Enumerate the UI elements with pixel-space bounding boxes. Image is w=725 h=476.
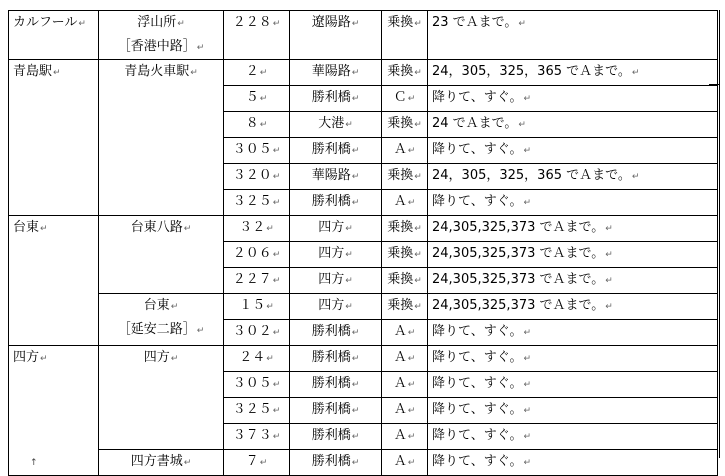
route-cell[interactable] [224,11,290,60]
paragraph-mark-icon: ↵ [407,406,416,416]
action-text: 乗換 [387,246,414,261]
route-text: ３０５ [232,142,272,157]
action-cell[interactable] [382,60,428,86]
paragraph-mark-icon: ↵ [351,458,360,468]
area-cell[interactable] [9,216,99,346]
paragraph-mark-icon: ↵ [407,354,416,364]
destination-text: 勝利橋 [311,376,351,391]
stop-line [103,294,219,318]
paragraph-mark-icon: ↵ [177,19,185,29]
paragraph-mark-icon: ↵ [183,224,192,234]
destination-cell[interactable] [290,320,382,346]
note-text: 23 でＡまで。 [432,15,518,30]
table-row [9,294,718,320]
note-cell[interactable] [428,424,718,450]
note-text: 24,305,325,373 でＡまで。 [432,298,605,313]
paragraph-mark-icon: ↵ [272,328,281,338]
stop-label: 浮山所 [137,15,177,30]
paragraph-mark-icon: ↵ [414,224,422,234]
note-text: 降りて、すぐ。 [432,194,523,209]
paragraph-mark-icon: ↵ [40,224,48,234]
paragraph-mark-icon: ↵ [407,328,416,338]
route-text: ２２７ [232,272,272,287]
note-cell[interactable] [428,398,718,424]
action-cell[interactable] [382,164,428,190]
note-text: 24,305,325,373 でＡまで。 [432,246,605,261]
paragraph-mark-icon: ↵ [523,94,532,104]
route-cell[interactable] [224,268,290,294]
text-cursor-mark: ↑ [30,458,38,468]
paragraph-mark-icon: ↵ [190,68,198,78]
action-cell[interactable] [382,450,428,476]
action-cell[interactable] [382,398,428,424]
destination-cell[interactable] [290,346,382,372]
destination-text: 華陽路 [311,168,351,183]
action-text: Ａ [393,350,407,365]
stop-label: 台東八路 [130,220,183,235]
paragraph-mark-icon: ↵ [259,120,268,130]
paragraph-mark-icon: ↵ [183,458,192,468]
route-text: ３２ [239,220,266,235]
destination-text: 勝利橋 [311,454,351,469]
stop-line [103,216,219,240]
note-cell[interactable] [428,11,718,60]
route-cell[interactable] [224,112,290,138]
destination-text: 四方 [318,298,345,313]
destination-text: 四方 [318,272,345,287]
destination-cell[interactable] [290,11,382,60]
paragraph-mark-icon: ↵ [407,380,416,390]
action-cell[interactable] [382,242,428,268]
destination-cell[interactable] [290,86,382,112]
note-text: 降りて、すぐ。 [432,90,523,105]
action-text: Ｃ [393,90,407,105]
paragraph-mark-icon: ↵ [351,198,360,208]
paragraph-mark-icon: ↵ [259,458,268,468]
stop-label: ［香港中路］ [117,39,196,54]
note-cell[interactable] [428,138,718,164]
paragraph-mark-icon: ↵ [53,68,61,78]
note-cell[interactable] [428,242,718,268]
paragraph-mark-icon: ↵ [345,120,353,130]
note-text: 降りて、すぐ。 [432,324,523,339]
destination-cell[interactable] [290,60,382,86]
stop-cell[interactable] [99,216,224,294]
right-border-tick [709,84,719,85]
paragraph-mark-icon: ↵ [345,276,353,286]
route-text: ３７３ [232,428,272,443]
paragraph-mark-icon: ↵ [407,458,416,468]
paragraph-mark-icon: ↵ [272,276,281,286]
paragraph-mark-icon: ↵ [351,432,360,442]
destination-text: 勝利橋 [311,324,351,339]
area-label: 青島駅 [13,64,53,79]
destination-cell[interactable] [290,138,382,164]
route-text: ３０５ [232,376,272,391]
destination-cell[interactable] [290,398,382,424]
paragraph-mark-icon: ↵ [259,94,268,104]
note-cell[interactable] [428,320,718,346]
area-label: 四方 [13,350,40,365]
stop-line [103,11,219,35]
paragraph-mark-icon: ↵ [631,68,640,78]
note-cell[interactable] [428,346,718,372]
paragraph-mark-icon: ↵ [605,302,613,312]
area-label: カルフール [13,15,78,30]
paragraph-mark-icon: ↵ [345,224,353,234]
stop-cell[interactable] [99,11,224,60]
action-text: 乗換 [387,116,414,131]
destination-text: 四方 [318,246,345,261]
paragraph-mark-icon: ↵ [170,302,179,312]
route-cell[interactable] [224,320,290,346]
destination-text: 大港 [318,116,345,131]
route-text: ３２０ [232,168,272,183]
paragraph-mark-icon: ↵ [518,120,526,130]
paragraph-mark-icon: ↵ [407,146,416,156]
note-cell[interactable] [428,294,718,320]
paragraph-mark-icon: ↵ [414,19,422,29]
paragraph-mark-icon: ↵ [414,302,422,312]
paragraph-mark-icon: ↵ [272,19,281,29]
destination-text: 勝利橋 [311,90,351,105]
action-text: 乗換 [387,272,414,287]
paragraph-mark-icon: ↵ [605,250,613,260]
action-text: 乗換 [387,220,414,235]
stop-label: ［延安二路］ [117,322,196,337]
paragraph-mark-icon: ↵ [523,432,532,442]
route-cell[interactable] [224,424,290,450]
route-cell[interactable] [224,294,290,320]
note-cell[interactable] [428,450,718,476]
paragraph-mark-icon: ↵ [523,354,532,364]
right-border-line [719,10,720,458]
note-text: 24,305,325,373 でＡまで。 [432,272,605,287]
destination-cell[interactable] [290,450,382,476]
action-text: Ａ [393,376,407,391]
route-cell[interactable] [224,60,290,86]
action-cell[interactable] [382,190,428,216]
route-cell[interactable] [224,190,290,216]
paragraph-mark-icon: ↵ [345,250,353,260]
table-row [9,11,718,60]
paragraph-mark-icon: ↵ [259,68,268,78]
paragraph-mark-icon: ↵ [351,354,360,364]
stop-cell[interactable] [99,60,224,216]
paragraph-mark-icon: ↵ [523,380,532,390]
action-text: Ａ [393,454,407,469]
paragraph-mark-icon: ↵ [351,172,360,182]
table-body [9,11,718,476]
stop-label: 台東 [143,298,170,313]
route-text: ５ [245,90,259,105]
paragraph-mark-icon: ↵ [523,406,532,416]
action-text: 乗換 [387,15,414,30]
paragraph-mark-icon: ↵ [523,458,532,468]
route-text: ２２８ [232,15,272,30]
destination-cell[interactable] [290,294,382,320]
destination-text: 勝利橋 [311,402,351,417]
paragraph-mark-icon: ↵ [272,250,281,260]
note-cell[interactable] [428,86,718,112]
destination-text: 勝利橋 [311,142,351,157]
paragraph-mark-icon: ↵ [414,172,422,182]
stop-line [103,450,219,474]
route-cell[interactable] [224,242,290,268]
area-cell[interactable] [9,60,99,216]
note-cell[interactable] [428,190,718,216]
note-cell[interactable] [428,60,718,86]
paragraph-mark-icon: ↵ [523,198,532,208]
paragraph-mark-icon: ↵ [605,224,613,234]
paragraph-mark-icon: ↵ [266,224,274,234]
note-text: 降りて、すぐ。 [432,428,523,443]
stop-label: 四方 [143,350,170,365]
route-cell[interactable] [224,164,290,190]
stop-cell[interactable] [99,294,224,346]
route-text: １５ [239,298,266,313]
paragraph-mark-icon: ↵ [351,68,360,78]
action-cell[interactable] [382,294,428,320]
stop-label: 四方書城 [130,454,183,469]
note-cell[interactable] [428,112,718,138]
paragraph-mark-icon: ↵ [272,172,281,182]
paragraph-mark-icon: ↵ [351,406,360,416]
stop-cell[interactable] [99,450,224,476]
paragraph-mark-icon: ↵ [345,302,353,312]
table-row [9,216,718,242]
route-cell[interactable] [224,86,290,112]
route-text: ３２５ [232,402,272,417]
route-cell[interactable] [224,398,290,424]
route-text: ８ [245,116,259,131]
action-cell[interactable] [382,112,428,138]
stop-label: 青島火車駅 [124,64,190,79]
paragraph-mark-icon: ↵ [351,328,360,338]
action-text: Ａ [393,324,407,339]
stop-line [103,318,219,342]
area-cell[interactable] [9,11,99,60]
route-text: ２４ [239,350,266,365]
route-text: ２０６ [232,246,272,261]
destination-cell[interactable] [290,164,382,190]
note-text: 24 でＡまで。 [432,116,518,131]
action-text: Ａ [393,428,407,443]
paragraph-mark-icon: ↵ [272,432,281,442]
note-text: 降りて、すぐ。 [432,454,523,469]
action-text: 乗換 [387,64,414,79]
paragraph-mark-icon: ↵ [523,146,532,156]
bus-route-table [8,10,718,476]
paragraph-mark-icon: ↵ [40,354,48,364]
paragraph-mark-icon: ↵ [414,68,422,78]
paragraph-mark-icon: ↵ [351,380,360,390]
note-cell[interactable] [428,268,718,294]
note-text: 24,305,325,373 でＡまで。 [432,220,605,235]
paragraph-mark-icon: ↵ [407,432,416,442]
paragraph-mark-icon: ↵ [414,276,422,286]
note-text: 降りて、すぐ。 [432,376,523,391]
stop-cell[interactable] [99,346,224,450]
paragraph-mark-icon: ↵ [78,19,86,29]
destination-cell[interactable] [290,216,382,242]
paragraph-mark-icon: ↵ [196,326,205,336]
action-cell[interactable] [382,320,428,346]
action-text: 乗換 [387,168,414,183]
paragraph-mark-icon: ↵ [407,94,416,104]
paragraph-mark-icon: ↵ [351,94,360,104]
note-text: 降りて、すぐ。 [432,350,523,365]
paragraph-mark-icon: ↵ [414,250,422,260]
route-text: ７ [245,454,259,469]
paragraph-mark-icon: ↵ [170,354,179,364]
area-cell[interactable] [9,346,99,476]
paragraph-mark-icon: ↵ [266,354,274,364]
note-text: 降りて、すぐ。 [432,402,523,417]
note-text: 降りて、すぐ。 [432,142,523,157]
action-cell[interactable] [382,346,428,372]
action-text: 乗換 [387,298,414,313]
paragraph-mark-icon: ↵ [351,19,360,29]
route-cell[interactable] [224,372,290,398]
paragraph-mark-icon: ↵ [272,380,281,390]
action-cell[interactable] [382,372,428,398]
paragraph-mark-icon: ↵ [196,43,205,53]
destination-text: 勝利橋 [311,194,351,209]
destination-text: 遼陽路 [311,15,351,30]
action-cell[interactable] [382,138,428,164]
destination-cell[interactable] [290,242,382,268]
action-cell[interactable] [382,216,428,242]
paragraph-mark-icon: ↵ [518,19,526,29]
route-cell[interactable] [224,346,290,372]
destination-cell[interactable] [290,424,382,450]
route-cell[interactable] [224,216,290,242]
paragraph-mark-icon: ↵ [266,302,274,312]
paragraph-mark-icon: ↵ [414,120,422,130]
route-cell[interactable] [224,138,290,164]
paragraph-mark-icon: ↵ [272,146,281,156]
destination-text: 四方 [318,220,345,235]
route-text: ２ [245,64,259,79]
route-text: ３２５ [232,194,272,209]
destination-cell[interactable] [290,372,382,398]
route-cell[interactable] [224,450,290,476]
destination-text: 華陽路 [311,64,351,79]
destination-text: 勝利橋 [311,428,351,443]
area-label: 台東 [13,220,40,235]
paragraph-mark-icon: ↵ [272,198,281,208]
note-text: 24，305，325，365 でＡまで。 [432,64,631,79]
table-row [9,346,718,372]
route-text: ３０２ [232,324,272,339]
paragraph-mark-icon: ↵ [407,198,416,208]
action-cell[interactable] [382,86,428,112]
note-cell[interactable] [428,372,718,398]
destination-cell[interactable] [290,112,382,138]
stop-line [103,35,219,59]
action-text: Ａ [393,402,407,417]
action-cell[interactable] [382,11,428,60]
note-text: 24，305，325，365 でＡまで。 [432,168,631,183]
destination-cell[interactable] [290,190,382,216]
paragraph-mark-icon: ↵ [523,328,532,338]
paragraph-mark-icon: ↵ [631,172,640,182]
action-text: Ａ [393,194,407,209]
action-cell[interactable] [382,424,428,450]
destination-text: 勝利橋 [311,350,351,365]
note-cell[interactable] [428,164,718,190]
paragraph-mark-icon: ↵ [351,146,360,156]
table-row [9,60,718,86]
stop-line [103,60,219,84]
action-text: Ａ [393,142,407,157]
paragraph-mark-icon: ↵ [605,276,613,286]
destination-cell[interactable] [290,268,382,294]
action-cell[interactable] [382,268,428,294]
stop-line [103,346,219,370]
table-row [9,450,718,476]
note-cell[interactable] [428,216,718,242]
paragraph-mark-icon: ↵ [272,406,281,416]
